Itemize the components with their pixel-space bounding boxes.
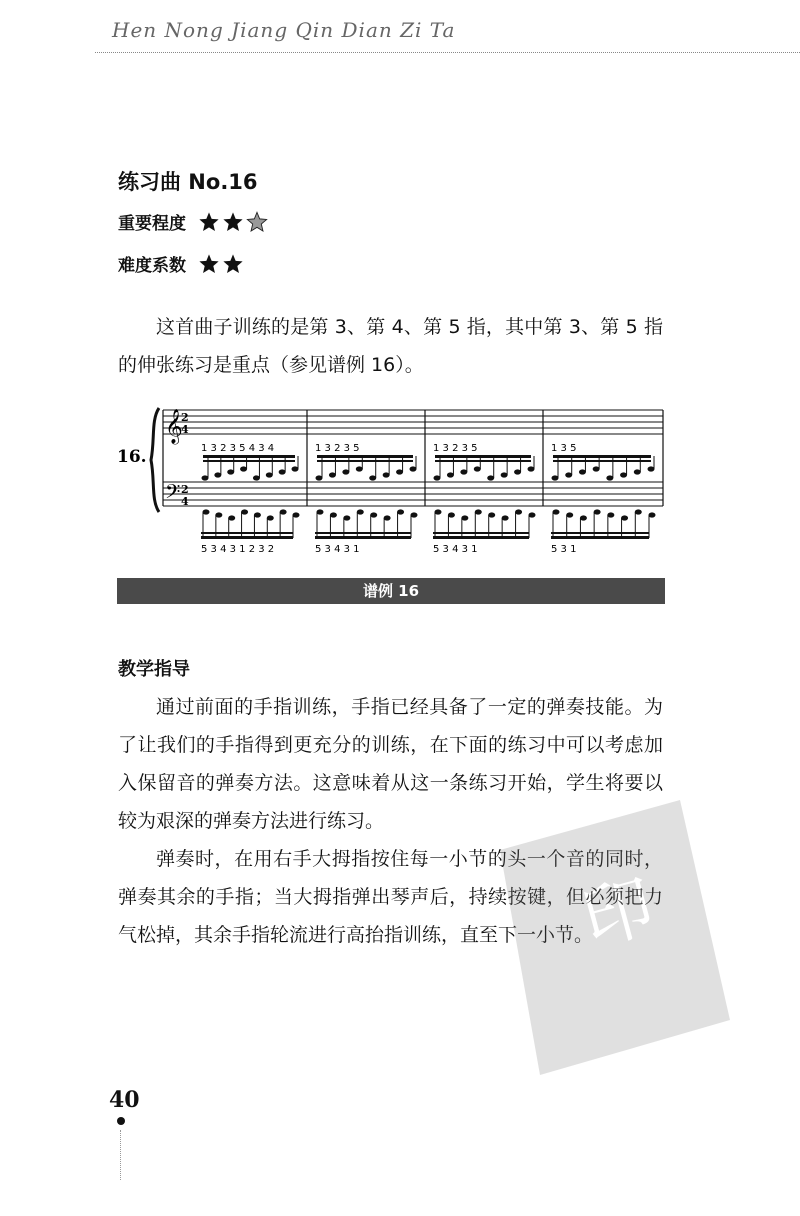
- note-head: [396, 469, 403, 474]
- note-head: [228, 515, 235, 520]
- upper-beam: [203, 460, 295, 462]
- note-head: [330, 512, 337, 517]
- treble-staff: [163, 410, 663, 434]
- note-head: [635, 509, 642, 514]
- lower-fingering: 5 3 4 3 1: [315, 544, 360, 555]
- lower-beam: [201, 532, 293, 534]
- note-head: [515, 509, 522, 514]
- piece-title: 练习曲 No.16: [118, 170, 258, 194]
- upper-fingering: 1 3 2 3 5 4 3 4: [201, 443, 275, 454]
- lower-beam: [551, 536, 649, 539]
- note-head: [214, 472, 221, 477]
- note-head: [240, 466, 247, 471]
- score-caption: 谱例 16: [117, 578, 665, 604]
- note-head: [384, 515, 391, 520]
- guidance-paragraph-2: 弹奏时，在用右手大拇指按住每一小节的头一个音的同时，弹奏其余的手指；当大拇指弹出琴声后，持续按键，但必须把力气松掉，其余手指轮流进行高抬指训练，直至下一小节。: [118, 848, 663, 946]
- lower-beam: [201, 536, 293, 539]
- guidance-paragraph-1: 通过前面的手指训练，手指已经具备了一定的弹奏技能。为了让我们的手指得到更充分的训练，在下面的练习中可以考虑加入保留音的弹奏方法。这意味着从这一条练习开始，学生将要以较为艰深的弹奏方法进行练习。: [118, 696, 663, 832]
- page-margin-dots: [120, 1130, 121, 1180]
- note-head: [488, 512, 495, 517]
- running-header: Hen Nong Jiang Qin Dian Zi Ta: [112, 18, 456, 42]
- note-head: [606, 475, 613, 480]
- half-star-icon: [246, 211, 268, 233]
- time-sig-bottom: 4: [181, 423, 189, 436]
- note-head: [342, 469, 349, 474]
- upper-beam: [317, 460, 413, 462]
- upper-fingering: 1 3 2 3 5: [433, 443, 478, 454]
- measure-2: [315, 443, 418, 555]
- svg-text:印: 印: [573, 864, 663, 962]
- note-head: [293, 512, 300, 517]
- note-head: [580, 515, 587, 520]
- note-head: [397, 509, 404, 514]
- score-example-16: [115, 400, 665, 560]
- star-icon: [198, 211, 220, 233]
- intro-paragraph: 这首曲子训练的是第 3、第 4、第 5 指，其中第 3、第 5 指的伸张练习是重点（参见谱例 16）。: [118, 316, 663, 376]
- importance-stars: [198, 211, 270, 233]
- note-head: [280, 509, 287, 514]
- note-head: [552, 475, 559, 480]
- difficulty-stars: [198, 253, 246, 275]
- time-sig-top-bass: 2: [181, 483, 189, 496]
- note-head: [447, 472, 454, 477]
- note-head: [370, 512, 377, 517]
- lower-fingering: 5 3 4 3 1: [433, 544, 478, 555]
- lower-beam: [315, 532, 411, 534]
- note-head: [648, 466, 655, 471]
- upper-beam: [317, 455, 413, 458]
- note-head: [528, 466, 535, 471]
- seal-watermark: [480, 790, 740, 1080]
- note-head: [369, 475, 376, 480]
- lower-beam: [551, 532, 649, 534]
- upper-beam: [203, 455, 295, 458]
- lower-beam: [315, 536, 411, 539]
- bass-clef-icon: 𝄢: [165, 480, 181, 508]
- measures: [201, 443, 656, 555]
- grand-staff-brace: [151, 408, 159, 512]
- note-head: [487, 475, 494, 480]
- note-head: [435, 509, 442, 514]
- note-head: [410, 466, 417, 471]
- difficulty-label: 难度系数: [118, 256, 186, 276]
- note-head: [203, 509, 210, 514]
- upper-beam: [435, 460, 531, 462]
- note-head: [593, 466, 600, 471]
- note-head: [553, 509, 560, 514]
- note-head: [343, 515, 350, 520]
- upper-beam: [435, 455, 531, 458]
- note-head: [566, 512, 573, 517]
- note-head: [607, 512, 614, 517]
- note-head: [329, 472, 336, 477]
- lower-beam: [433, 532, 529, 534]
- header-rule: [95, 52, 800, 53]
- page-number: 40: [109, 1087, 140, 1113]
- note-head: [202, 475, 209, 480]
- note-head: [215, 512, 222, 517]
- note-head: [621, 515, 628, 520]
- lower-beam: [433, 536, 529, 539]
- upper-fingering: 1 3 5: [551, 443, 577, 454]
- note-head: [356, 466, 363, 471]
- note-head: [529, 512, 536, 517]
- note-head: [227, 469, 234, 474]
- note-head: [594, 509, 601, 514]
- upper-beam: [553, 455, 651, 458]
- note-head: [434, 475, 441, 480]
- note-head: [316, 475, 323, 480]
- note-head: [474, 466, 481, 471]
- guidance-heading: 教学指导: [118, 659, 190, 680]
- note-head: [357, 509, 364, 514]
- importance-rating: [118, 209, 270, 234]
- treble-clef-icon: 𝄞: [165, 409, 183, 444]
- note-head: [267, 515, 274, 520]
- star-icon: [222, 253, 244, 275]
- note-head: [502, 515, 509, 520]
- note-head: [383, 472, 390, 477]
- bass-staff: [163, 482, 663, 506]
- note-head: [565, 472, 572, 477]
- star-icon: [198, 253, 220, 275]
- lower-fingering: 5 3 1: [551, 544, 577, 555]
- note-head: [411, 512, 418, 517]
- example-number: 16.: [117, 447, 147, 467]
- note-head: [317, 509, 324, 514]
- note-head: [514, 469, 521, 474]
- star-icon: [222, 211, 244, 233]
- measure-3: [433, 443, 536, 555]
- note-head: [649, 512, 656, 517]
- note-head: [501, 472, 508, 477]
- note-head: [266, 472, 273, 477]
- measure-4: [551, 443, 656, 555]
- time-sig-top: 2: [181, 411, 189, 424]
- note-head: [461, 515, 468, 520]
- intro-text: [118, 308, 663, 384]
- time-sig-bottom-bass: 4: [181, 495, 189, 508]
- importance-label: 重要程度: [118, 214, 186, 234]
- note-head: [448, 512, 455, 517]
- page-dot: [117, 1117, 125, 1125]
- note-head: [253, 475, 260, 480]
- note-head: [634, 469, 641, 474]
- note-head: [241, 509, 248, 514]
- note-head: [279, 469, 286, 474]
- note-head: [254, 512, 261, 517]
- note-head: [460, 469, 467, 474]
- difficulty-rating: [118, 251, 246, 276]
- measure-1: [201, 443, 300, 555]
- lower-fingering: 5 3 4 3 1 2 3 2: [201, 544, 275, 555]
- note-head: [620, 472, 627, 477]
- note-head: [475, 509, 482, 514]
- note-head: [292, 466, 299, 471]
- upper-beam: [553, 460, 651, 462]
- upper-fingering: 1 3 2 3 5: [315, 443, 360, 454]
- note-head: [579, 469, 586, 474]
